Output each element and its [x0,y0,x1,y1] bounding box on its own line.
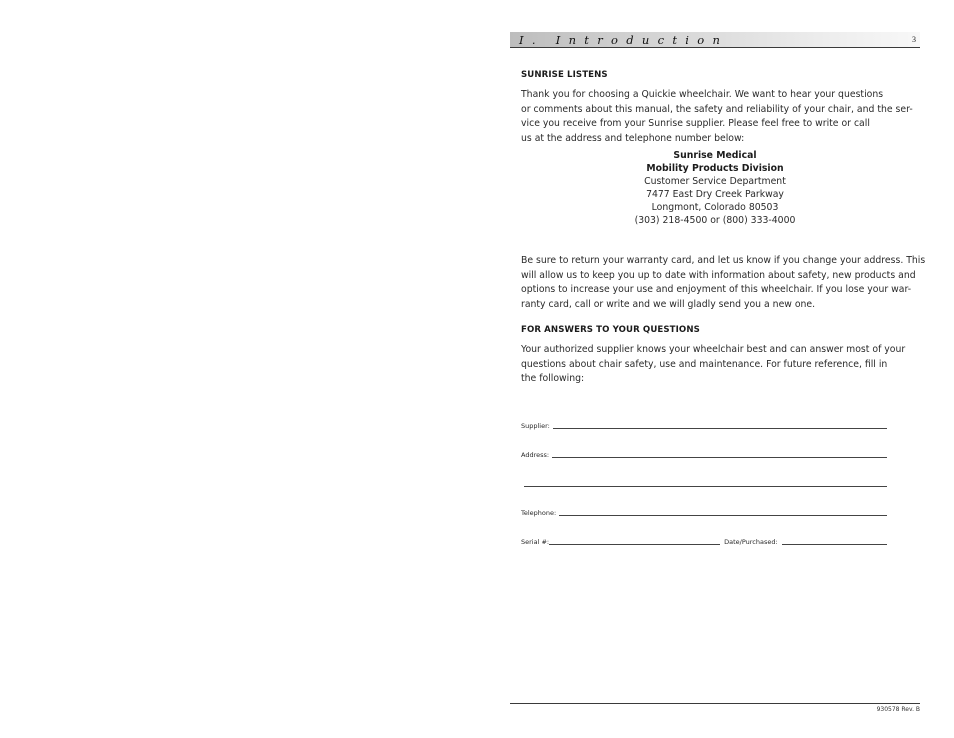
paragraph-line: Be sure to return your warranty card, and let us know if you change your address. This [521,255,926,266]
street-address: 7477 East Dry Creek Parkway [646,189,784,200]
supplier-field[interactable] [553,428,887,429]
serial-date-row [521,535,887,547]
company-name: Sunrise Medical [673,150,757,161]
section-title: I. Introduction [519,33,729,47]
paragraph-line: questions about chair safety, use and maintenance. For future reference, fill in [521,358,888,370]
sunrise-listens-paragraph [521,88,913,146]
supplier-row [521,419,887,431]
telephone-field[interactable] [559,515,887,516]
paragraph-line: vice you receive from your Sunrise supplier. Please feel free to write or call [521,118,870,129]
footer-rule [510,703,920,704]
address-field[interactable] [552,457,887,458]
document-code: 930578 Rev. B [876,706,920,713]
warranty-paragraph [521,254,925,312]
address-row [521,448,887,460]
sunrise-listens-heading: SUNRISE LISTENS [521,70,608,80]
contact-address-block [590,149,840,227]
paragraph-line: us at the address and telephone number below: [521,132,745,144]
address-line-2-field[interactable] [524,486,887,487]
paragraph-line: options to increase your use and enjoyment of this wheelchair. If you lose your war- [521,284,912,295]
paragraph-line: Thank you for choosing a Quickie wheelchair. We want to hear your questions [521,89,884,100]
paragraph-line: or comments about this manual, the safety and reliability of your chair, and the ser- [521,103,913,115]
department-name: Customer Service Department [644,176,786,187]
telephone-label: Telephone: [521,509,557,517]
phone-numbers: (303) 218-4500 or (800) 333-4000 [634,215,796,226]
address-line-2-row [524,477,887,489]
answers-heading: FOR ANSWERS TO YOUR QUESTIONS [521,325,700,335]
paragraph-line: Your authorized supplier knows your wheelchair best and can answer most of your [521,344,906,355]
page-number: 3 [912,35,916,44]
paragraph-line: ranty card, call or write and we will gladly send you a new one. [521,298,816,310]
paragraph-line: will allow us to keep you up to date with information about safety, new products and [521,269,916,281]
paragraph-line: the following: [521,373,585,384]
date-purchased-label: Date/Purchased: [724,538,778,546]
supplier-label: Supplier: [521,422,550,430]
telephone-row [521,506,887,518]
division-name: Mobility Products Division [646,163,784,174]
city-state-zip: Longmont, Colorado 80503 [651,202,779,213]
serial-field[interactable] [549,544,720,545]
serial-label: Serial #: [521,538,550,546]
address-label: Address: [521,451,550,459]
answers-paragraph [521,343,905,387]
date-purchased-field[interactable] [782,544,887,545]
